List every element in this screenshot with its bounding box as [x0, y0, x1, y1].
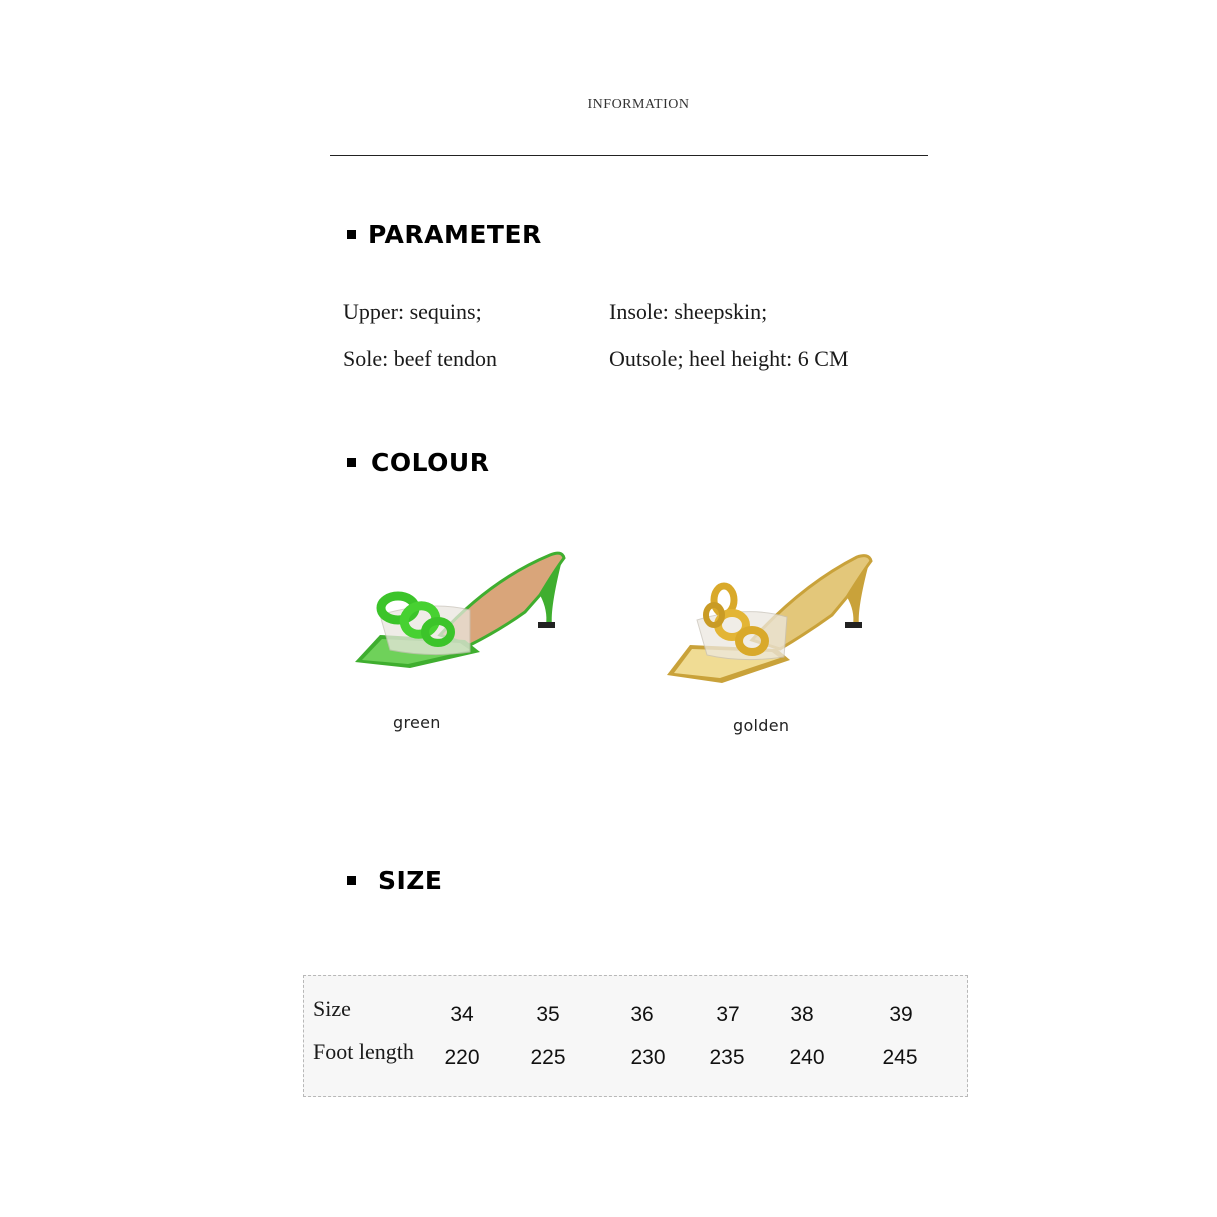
- size-heading-label: SIZE: [378, 866, 443, 895]
- param-outsole: Outsole; heel height: 6 CM: [609, 346, 849, 371]
- foot-length-cell: 230: [630, 1046, 666, 1069]
- param-insole: Insole: sheepskin;: [609, 299, 768, 324]
- size-cell: 39: [889, 1003, 913, 1026]
- foot-length-cell: 220: [444, 1046, 480, 1069]
- size-row-label: Size: [313, 996, 351, 1021]
- size-cell: 34: [450, 1003, 474, 1026]
- size-cell: 38: [790, 1003, 814, 1026]
- foot-length-cell: 245: [882, 1046, 918, 1069]
- size-cell: 37: [716, 1003, 740, 1026]
- size-cell: 36: [630, 1003, 654, 1026]
- foot-length-cell: 235: [709, 1046, 745, 1069]
- square-bullet-icon: [347, 458, 356, 467]
- parameter-heading-label: PARAMETER: [368, 220, 542, 249]
- foot-length-cell: 240: [789, 1046, 825, 1069]
- colour-heading-label: COLOUR: [371, 448, 490, 477]
- square-bullet-icon: [347, 876, 356, 885]
- param-sole: Sole: beef tendon: [343, 346, 497, 371]
- information-title: INFORMATION: [587, 97, 690, 112]
- green-caption: green: [393, 713, 441, 732]
- foot-length-row-label: Foot length: [313, 1039, 414, 1064]
- parameter-heading: [347, 220, 542, 249]
- size-cell: 35: [536, 1003, 560, 1026]
- green-sandal-image[interactable]: [350, 540, 580, 690]
- golden-sandal-image[interactable]: [662, 545, 887, 695]
- golden-caption: golden: [733, 716, 790, 735]
- foot-length-cell: 225: [530, 1046, 566, 1069]
- colour-heading: [347, 448, 489, 477]
- param-upper: Upper: sequins;: [343, 299, 482, 324]
- size-heading: [347, 866, 443, 895]
- header-divider: [330, 155, 928, 156]
- size-table: [303, 975, 968, 1097]
- square-bullet-icon: [347, 230, 356, 239]
